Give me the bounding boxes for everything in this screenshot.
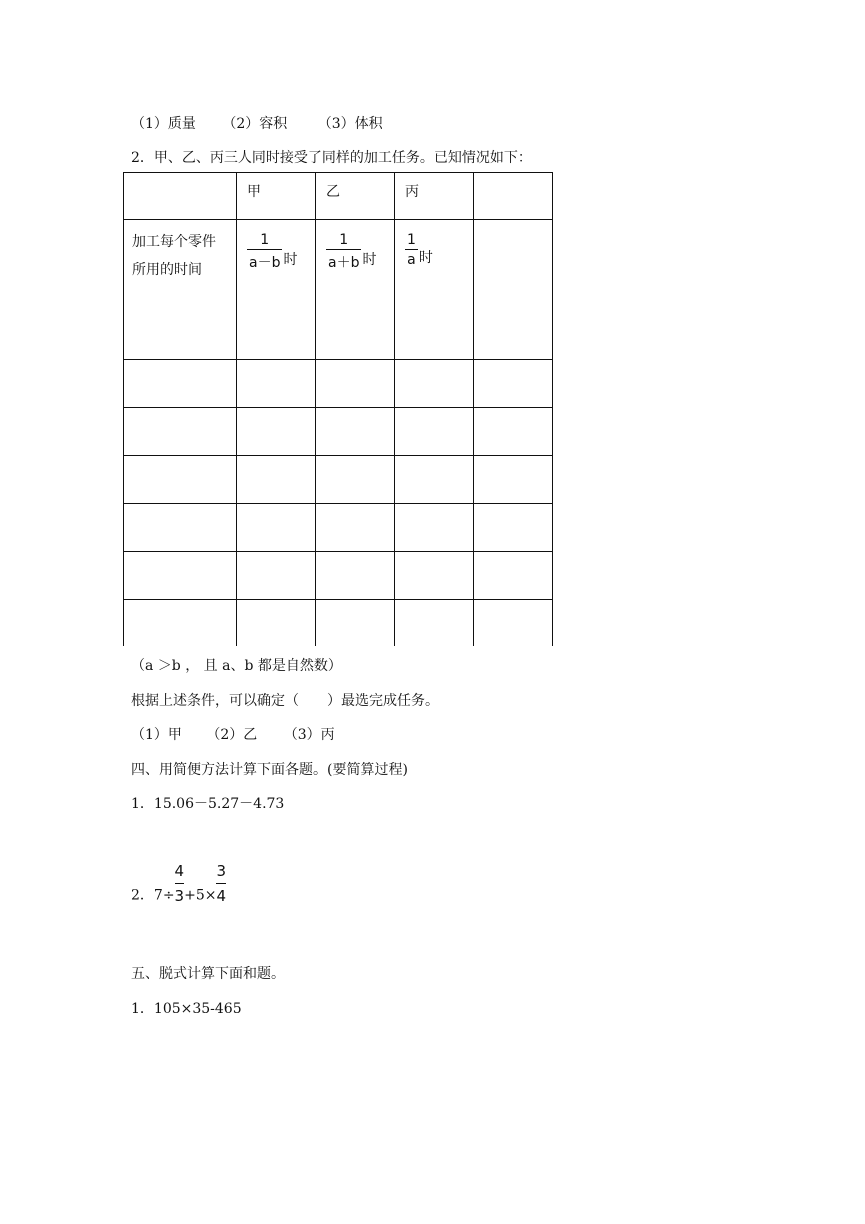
table-row-empty (124, 408, 553, 456)
table-row-time (124, 220, 553, 360)
section-4-title: 四、用简便方法计算下面各题。(要简算过程) (131, 762, 408, 778)
cell-blank (474, 220, 553, 360)
option-yi: （2）乙 (206, 727, 258, 743)
cell-jia-time: $\frac{1}{a-b}$ 时 (237, 220, 316, 360)
header-jia: 甲 (247, 184, 261, 200)
fraction-bing: $\frac{1}{a}$ (407, 232, 416, 268)
fraction-jia: $\frac{1}{a-b}$ (249, 232, 281, 271)
option-volume: （3）体积 (317, 116, 383, 132)
problem-5-1: 1．105×35-465 (131, 1001, 242, 1017)
option-capacity: （2）容积 (222, 116, 288, 132)
header-cell-yi (316, 173, 395, 220)
question-2-prompt: 根据上述条件，可以确定（ ）最选完成任务。 (131, 693, 439, 709)
header-cell-empty (124, 173, 237, 220)
table-row-empty (124, 600, 553, 647)
problem-4-1: 1．15.06－5.27－4.73 (131, 796, 285, 812)
fraction-four-thirds: $\frac{4}{3}$ (174, 862, 185, 905)
option-jia: （1）甲 (131, 727, 182, 743)
table-row-empty (124, 456, 553, 504)
table-row-empty (124, 504, 553, 552)
table-row-empty (124, 552, 553, 600)
header-cell-blank (474, 173, 553, 220)
row-label-cell (124, 220, 237, 360)
header-bing: 丙 (405, 184, 419, 200)
row-label: 加工每个零件 所用的时间 (132, 234, 216, 278)
section-5-title: 五、脱式计算下面和题。 (131, 966, 285, 982)
fraction-yi: $\frac{1}{a+b}$ (328, 232, 360, 271)
processing-time-table (123, 172, 553, 646)
options-row-q2 (131, 724, 335, 744)
options-row-top (131, 113, 383, 133)
option-bing: （3）丙 (283, 727, 335, 743)
table-row-empty (124, 360, 553, 408)
problem-4-2: 2．7÷ $\frac{4}{3}$ +5× $\frac{3}{4}$ (131, 862, 227, 905)
cell-bing-time: $\frac{1}{a}$ 时 (395, 220, 474, 360)
header-yi: 乙 (326, 184, 340, 200)
fraction-three-quarters: $\frac{3}{4}$ (216, 862, 227, 905)
question-2-stem: 2．甲、乙、丙三人同时接受了同样的加工任务。已知情况如下： (131, 150, 532, 166)
option-mass: （1）质量 (131, 116, 196, 132)
header-cell-jia (237, 173, 316, 220)
cell-yi-time: $\frac{1}{a+b}$ 时 (316, 220, 395, 360)
condition-note: （a ＞b ， 且 a、b 都是自然数） (131, 658, 342, 674)
table-header-row (124, 173, 553, 220)
header-cell-bing (395, 173, 474, 220)
